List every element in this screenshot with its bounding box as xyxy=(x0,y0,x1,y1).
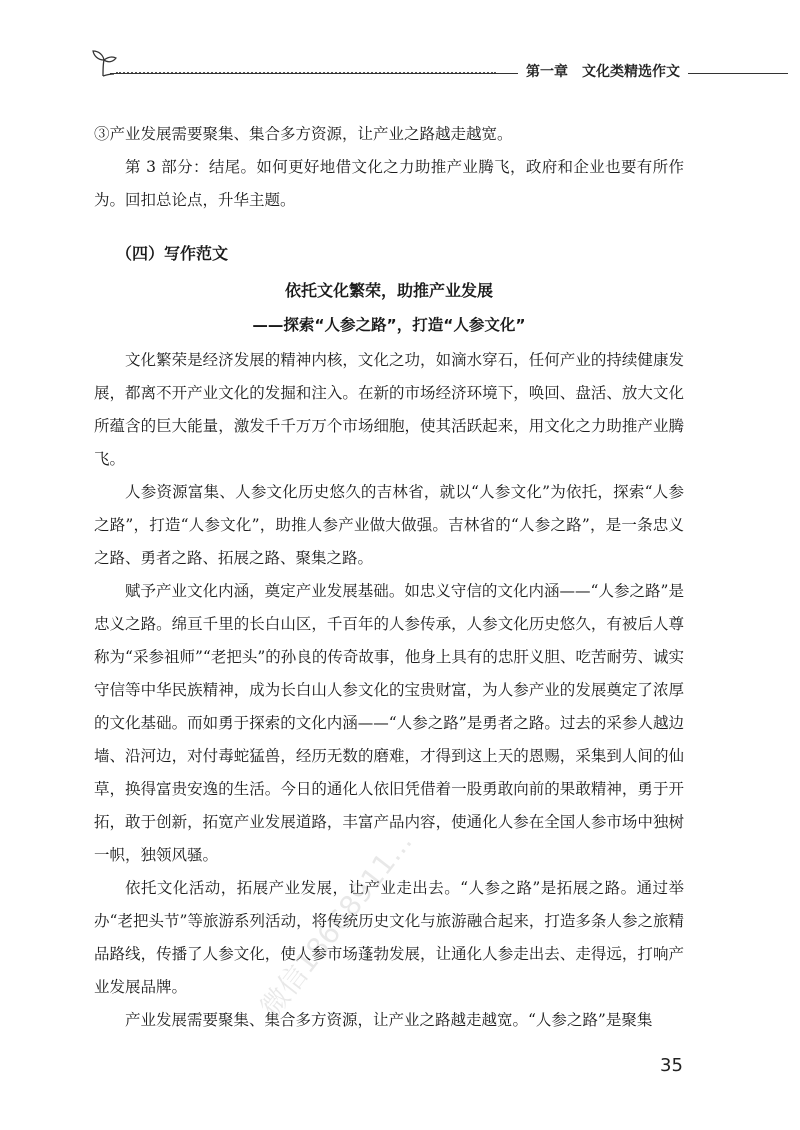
chapter-title: 文化类精选作文 xyxy=(582,64,680,80)
essay-paragraph: 产业发展需要聚集、集合多方资源，让产业之路越走越宽。“人参之路”是聚集 xyxy=(125,1011,653,1029)
watermark: 微信18668911... xyxy=(253,825,419,1024)
essay-title: 依托文化繁荣，助推产业发展 xyxy=(284,281,493,300)
page-number: 35 xyxy=(660,1055,683,1076)
page-header xyxy=(88,48,788,88)
essay-paragraph: 赋予产业文化内涵，奠定产业发展基础。如忠义守信的文化内涵——“人参之路”是忠义之路。绵亘千里的长白山区，千百年的人参传承，人参文化历史悠久，有被后人尊称为“采参祖师”“老把头”的孙良的传奇故事，他身上具有的忠肝义胆、吃苦耐劳、诚实守信等中华民族精神，成为长白山人参文化的宝贵财富，为人参产业的发展奠定了浓厚的文化基础。而如勇于探索的文化内涵——“人参之路”是勇者之路。过去的采参人越边墙、沿河边，对付毒蛇猛兽，经历无数的磨难，才得到这上天的恩赐，采集到人间的仙草，换得富贵安逸的生活。今日的通化人依旧凭借着一股勇敢向前的果敢精神，勇于开拓，敢于创新，拓宽产业发展道路，丰富产品内容，使通化人参在全国人参市场中独树一帜，独领风骚。 xyxy=(94,582,684,864)
page-body xyxy=(94,118,684,1037)
chapter-heading xyxy=(518,61,688,81)
essay-paragraph: 依托文化活动，拓展产业发展，让产业走出去。“人参之路”是拓展之路。通过举办“老把头节”等旅游系列活动，将传统历史文化与旅游融合起来，打造多条人参之旅精品路线，传播了人参文化，使人参市场蓬勃发展，让通化人参走出去、走得远，打响产业发展品牌。 xyxy=(94,879,684,996)
outline-point: ③产业发展需要聚集、集合多方资源，让产业之路越走越宽。 xyxy=(94,125,513,143)
essay-paragraph: 文化繁荣是经济发展的精神内核，文化之功，如滴水穿石，任何产业的持续健康发展，都离不开产业文化的发掘和注入。在新的市场经济环境下，唤回、盘活、放大文化所蕴含的巨大能量，激发千千万万个市场细胞，使其活跃起来，用文化之力助推产业腾飞。 xyxy=(94,351,684,468)
essay-paragraph: 人参资源富集、人参文化历史悠久的吉林省，就以“人参文化”为依托，探索“人参之路”，打造“人参文化”，助推人参产业做大做强。吉林省的“人参之路”，是一条忠义之路、勇者之路、拓展之路、聚集之路。 xyxy=(94,483,684,567)
essay-subtitle: ——探索“人参之路”，打造“人参文化” xyxy=(252,316,526,334)
section-heading: （四）写作范文 xyxy=(116,244,229,263)
outline-conclusion: 第 3 部分：结尾。如何更好地借文化之力助推产业腾飞，政府和企业也要有所作为。回扣总论点，升华主题。 xyxy=(94,158,684,209)
chapter-number: 第一章 xyxy=(526,64,568,80)
